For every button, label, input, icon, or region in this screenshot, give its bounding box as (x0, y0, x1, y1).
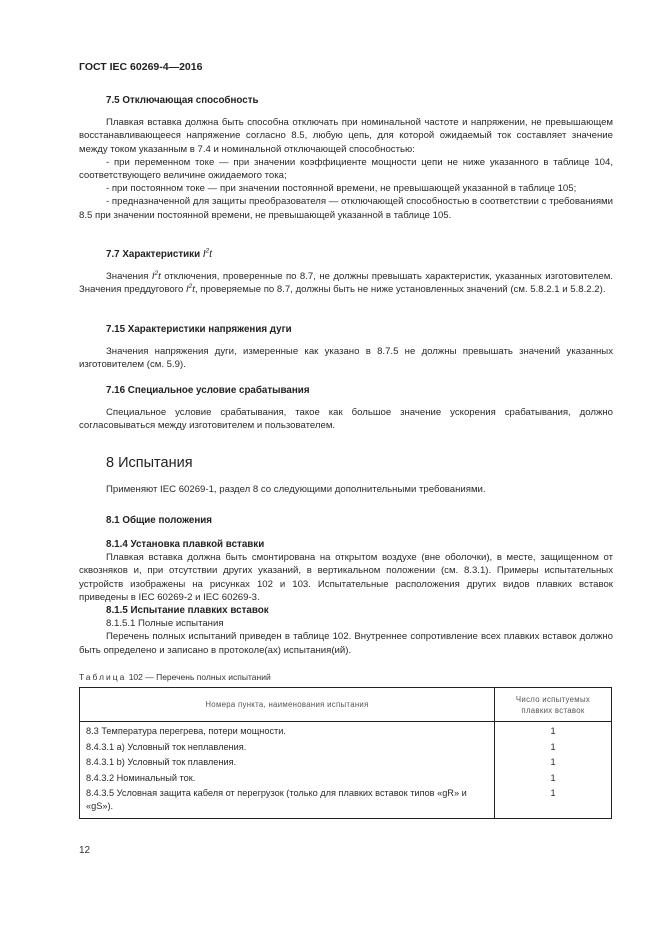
paragraph-8-1-4: Плавкая вставка должна быть смонтирована на открытом воздухе (вне оболочки), в месте, защищенном от сквозняков и, при отсутствии других указаний, в вертикальном положении (см. 8.3.1). Примеры испытательных устройств изображены на рисунках 102 и 103. Испытательные расположения других видов плавких вставок приведены в IEC 60269-2 и IEC 60269-3. (79, 552, 613, 603)
text-fragment: , проверяемые по 8.7, должны быть не ниже установленных значений (см. 5.8.2.1 и 5.8.2.2). (194, 284, 606, 296)
section-8 (79, 457, 613, 496)
section-7-5 (79, 94, 613, 222)
t-letter: t (209, 249, 212, 260)
paragraph-7-15: Значения напряжения дуги, измеренные как указано в 8.7.5 не должны превышать значений указанных изготовителем (см. 5.9). (79, 346, 613, 371)
cell-count: 1 (495, 740, 612, 756)
cell-test-name: 8.4.3.2 Номинальный ток. (80, 771, 495, 787)
heading-7-16: 7.16 Специальное условие срабатывания (106, 385, 310, 396)
heading-7-7-text: 7.7 Характеристики (106, 249, 203, 260)
text-fragment: отключения, проверенные по 8.7, не должны превышать характеристик, указанных изготовителем. Значения преддугового (79, 271, 613, 296)
text-fragment: Значения (106, 271, 152, 283)
section-8-1-4 (79, 538, 613, 604)
cell-test-name: 8.4.3.1 a) Условный ток неплавления. (80, 740, 495, 756)
list-item-ac: - при переменном токе — при значении коэффициенте мощности цепи не ниже указанного в таблице 104, соответствующего величине ожидаемого тока; (79, 156, 613, 182)
paragraph-8-1-5-1: Перечень полных испытаний приведен в таблице 102. Внутреннее сопротивление всех плавких вставок должно быть определено и записано в протоколе(ах) испытания(ий). (79, 631, 613, 656)
section-7-15 (79, 323, 613, 372)
table-row (80, 771, 612, 787)
i2t-symbol: $I^2t$ (151, 270, 161, 283)
cell-count: 1 (495, 786, 612, 819)
column-header-count: Число испытуемых плавких вставок (495, 688, 612, 722)
section-8-1 (79, 514, 613, 527)
table-row (80, 755, 612, 771)
paragraph-7-16: Специальное условие срабатывания, такое как большое значение ускорения срабатывания, должно согласовываться между изготовителем и пользователем. (79, 407, 613, 432)
table-header-row (80, 688, 612, 722)
table-caption (79, 672, 271, 682)
table-caption-text: 102 — Перечень полных испытаний (126, 672, 271, 682)
table-row (80, 722, 612, 740)
column-header-test-name: Номера пункта, наименования испытания (80, 688, 495, 722)
paragraph-8: Применяют IEC 60269-1, раздел 8 со следующими дополнительными требованиями. (106, 484, 486, 496)
section-7-16 (79, 384, 613, 433)
document-id: ГОСТ IEC 60269-4—2016 (79, 61, 203, 73)
table-row (80, 740, 612, 756)
cell-count: 1 (495, 722, 612, 740)
heading-7-5: 7.5 Отключающая способность (106, 95, 259, 106)
section-7-7 (79, 248, 613, 297)
heading-8-1: 8.1 Общие положения (106, 515, 213, 526)
tests-table (79, 687, 612, 819)
heading-7-7 (79, 248, 613, 261)
i-letter: I (202, 249, 206, 260)
heading-8: 8 Испытания (106, 455, 193, 471)
heading-8-1-5-1: 8.1.5.1 Полные испытания (106, 618, 224, 630)
page-number: 12 (79, 845, 91, 856)
i2t-symbol (203, 249, 212, 260)
paragraph-7-7 (79, 270, 613, 296)
i2t-symbol: $I^2t$ (185, 283, 195, 296)
cell-test-name: 8.3 Температура перегрева, потери мощности. (80, 722, 495, 740)
cell-test-name: 8.4.3.5 Условная защита кабеля от перегрузок (только для плавких вставок типов «gR» и «gS»). (80, 786, 495, 819)
heading-8-1-5: 8.1.5 Испытание плавких вставок (106, 605, 269, 616)
table-caption-label: Таблица (79, 672, 127, 682)
cell-count: 1 (495, 771, 612, 787)
table-row (80, 786, 612, 819)
section-8-1-5 (79, 604, 613, 657)
heading-8-1-4: 8.1.4 Установка плавкой вставки (106, 539, 265, 550)
list-item-dc: - при постоянном токе — при значении постоянной времени, не превышающей указанной в таблице 105; (106, 183, 577, 195)
list-item-converter: - предназначенной для защиты преобразователя — отключающей способностью в соответствии с требованиями 8.5 при значении постоянной времени, не превышающей указанной в таблице 105. (79, 196, 613, 221)
cell-test-name: 8.4.3.1 b) Условный ток плавления. (80, 755, 495, 771)
superscript-2: 2 (205, 247, 210, 255)
cell-count: 1 (495, 755, 612, 771)
heading-7-15: 7.15 Характеристики напряжения дуги (106, 324, 292, 335)
paragraph-7-5: Плавкая вставка должна быть способна отключать при номинальной частоте и напряжении, не превышающем восстанавливающееся напряжение согласно 8.5, любую цепь, для которой ожидаемый ток составляет значение между током указанным в 7.4 и номинальной отключающей способностью: (79, 117, 613, 155)
